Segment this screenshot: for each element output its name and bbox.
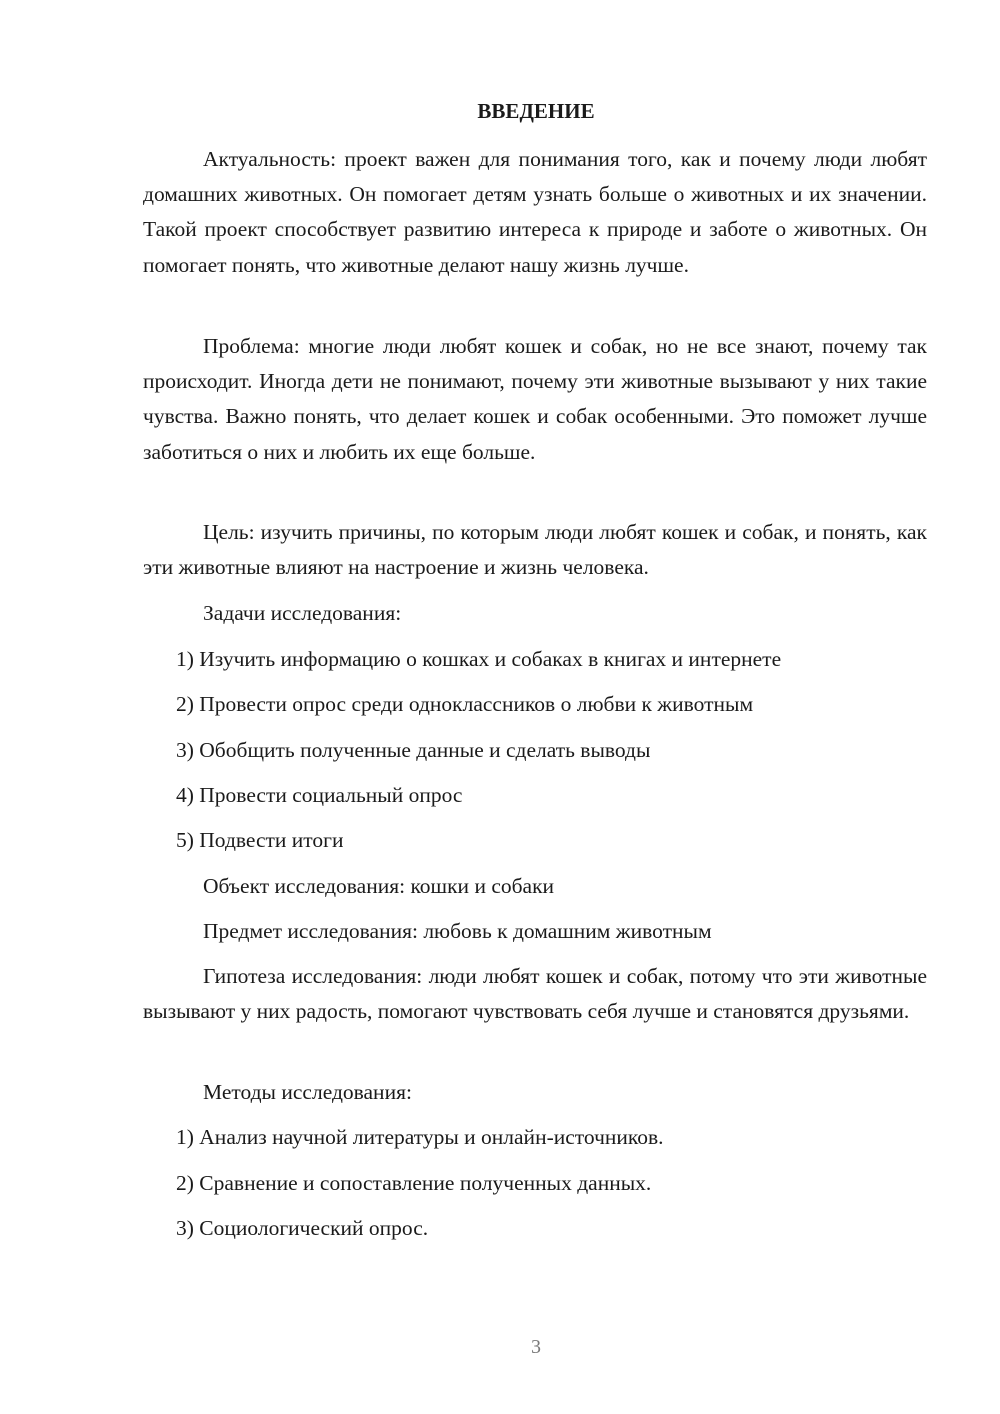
hypothesis-paragraph: Гипотеза исследования: люди любят кошек и собак, потому что эти животные вызывают у них радость, помогают чувствовать себя лучше и становятся друзьями. xyxy=(143,964,927,1024)
research-object: Объект исследования: кошки и собаки xyxy=(203,874,555,898)
method-item-3: 3) Социологический опрос. xyxy=(176,1216,429,1240)
problem-paragraph: Проблема: многие люди любят кошек и собак, но не все знают, почему так происходит. Иногда дети не понимают, почему эти животные вызывают у них такие чувства. Важно понять, что делает кошек и собак особенными. Это поможет лучше заботиться о них и любить их еще больше. xyxy=(143,334,927,464)
relevance-paragraph: Актуальность: проект важен для понимания того, как и почему люди любят домашних животных. Он помогает детям узнать больше о животных и их значении. Такой проект способствует развитию интереса к природе и заботе о животных. Он помогает понять, что животные делают нашу жизнь лучше. xyxy=(143,147,927,277)
task-item-5: 5) Подвести итоги xyxy=(176,828,344,852)
page-number: 3 xyxy=(531,1336,541,1358)
task-item-2: 2) Провести опрос среди одноклассников о любви к животным xyxy=(176,692,754,716)
method-item-1: 1) Анализ научной литературы и онлайн-источников. xyxy=(176,1125,664,1149)
task-item-4: 4) Провести социальный опрос xyxy=(176,783,463,807)
task-item-1: 1) Изучить информацию о кошках и собаках в книгах и интернете xyxy=(176,647,782,671)
task-item-3: 3) Обобщить полученные данные и сделать выводы xyxy=(176,738,651,762)
tasks-heading: Задачи исследования: xyxy=(203,601,402,625)
research-subject: Предмет исследования: любовь к домашним животным xyxy=(203,919,712,943)
methods-heading: Методы исследования: xyxy=(203,1080,412,1104)
page-title: ВВЕДЕНИЕ xyxy=(477,99,595,123)
method-item-2: 2) Сравнение и сопоставление полученных данных. xyxy=(176,1171,652,1195)
goal-paragraph: Цель: изучить причины, по которым люди любят кошек и собак, и понять, как эти животные влияют на настроение и жизнь человека. xyxy=(143,520,927,580)
